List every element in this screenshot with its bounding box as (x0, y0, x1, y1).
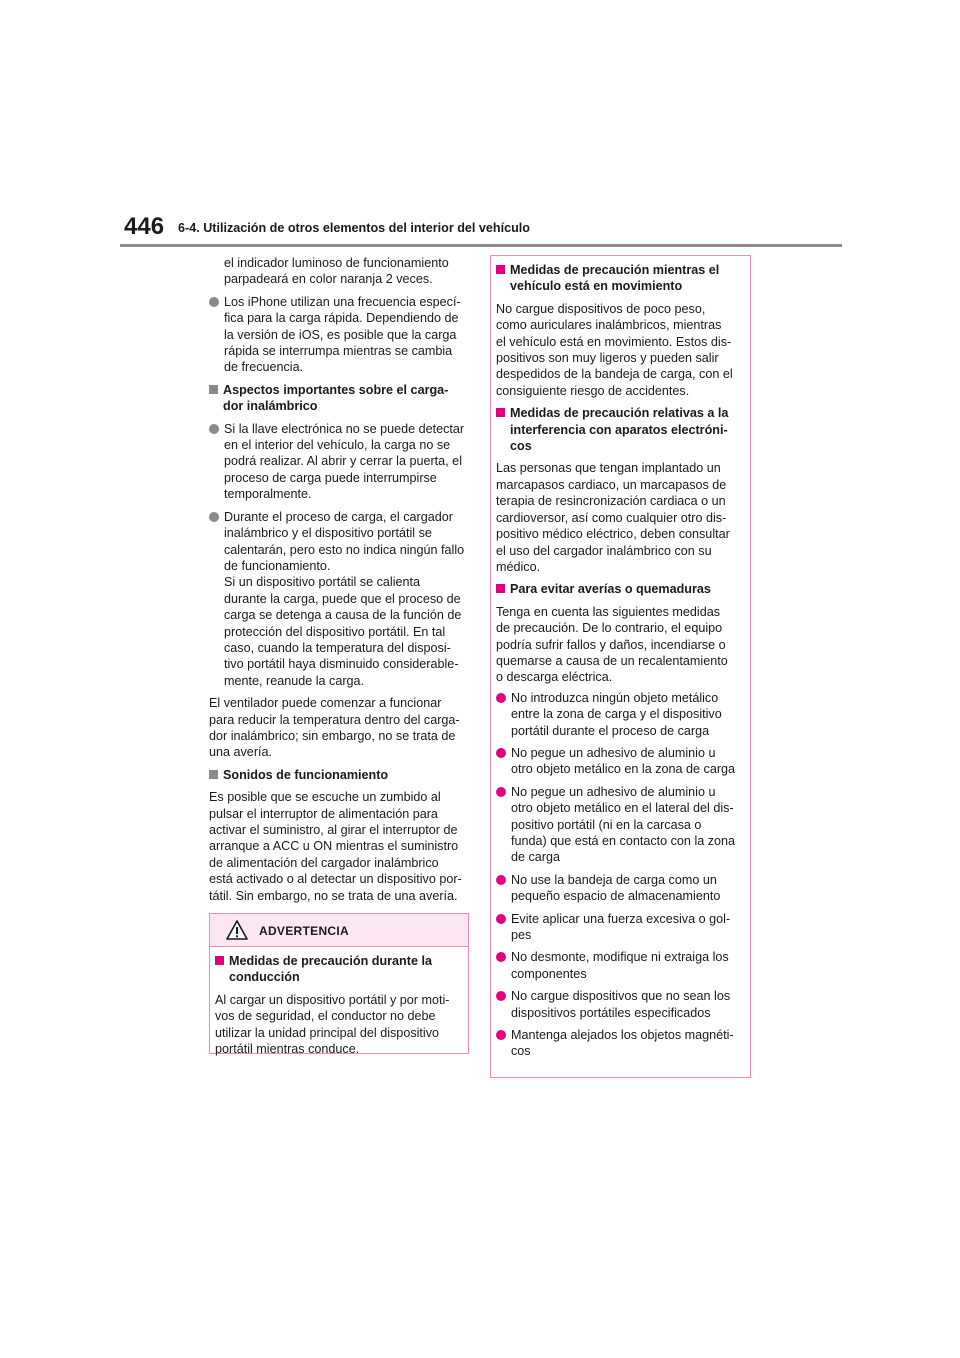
warning-label: ADVERTENCIA (259, 924, 349, 938)
para-movimiento: No cargue dispositivos de poco peso, como auriculares inalámbricos, mientras el vehículo está en movimiento. Estos dis- positivos son muy ligeros y pueden salir despedidos de la bandeja de carga, con el consiguiente riesgo de accidentes. (496, 301, 733, 398)
list-item (496, 1027, 745, 1060)
list-item (496, 949, 745, 982)
bullet-dot-icon (496, 748, 506, 758)
bullet-dot-icon (496, 1030, 506, 1040)
heading-averias (496, 581, 745, 597)
header-rule (120, 244, 842, 247)
intro-text: el indicador luminoso de funcionamiento parpadeará en color naranja 2 veces. (224, 256, 449, 287)
heading-text: Medidas de precaución relativas a la interferencia con aparatos electróni- cos (510, 406, 729, 454)
warning-heading (215, 953, 463, 986)
heading-text: Para evitar averías o quemaduras (510, 582, 711, 597)
bullet-text: Evite aplicar una fuerza excesiva o gol- pes (511, 911, 731, 943)
bullet-dot-icon (496, 875, 506, 885)
caution-box (490, 255, 751, 1078)
square-bullet-icon (209, 770, 218, 779)
para-sonidos: Es posible que se escuche un zumbido al pulsar el interruptor de alimentación para activar el suministro, al girar el interruptor de arranque a ACC u ON mientras el suministro de alimentación del cargador inalámbrico está activado o al detectar un dispositivo por- tátil. Sin embargo, no se trata de una avería. (209, 790, 462, 903)
bullet-dot-icon (496, 787, 506, 797)
warning-triangle-icon (226, 920, 248, 940)
bullet-durante (209, 509, 471, 575)
section-title: 6-4. Utilización de otros elementos del interior del vehículo (178, 221, 531, 235)
para-averias: Tenga en cuenta las siguientes medidas de precaución. De lo contrario, el equipo podría sufrir fallos y daños, incendiarse o quemarse a causa de un recalentamiento o descarga eléctrica. (496, 604, 728, 685)
list-item (496, 784, 745, 866)
heading-sonidos (209, 767, 471, 783)
warning-header (210, 914, 468, 947)
list-item (496, 745, 745, 778)
bullet-text: No cargue dispositivos que no sean los dispositivos portátiles especificados (511, 989, 731, 1020)
square-bullet-icon (209, 385, 218, 394)
warning-box (209, 913, 469, 1057)
bullet-dot-icon (496, 991, 506, 1001)
bullet-text: Si la llave electrónica no se puede detectar en el interior del vehículo, la carga no se podrá realizar. Al abrir y cerrar la puerta, el proceso de carga puede interrumpirse temporalmente. (224, 421, 465, 502)
list-item (496, 988, 745, 1021)
square-bullet-icon (215, 956, 224, 965)
left-column (209, 255, 471, 910)
heading-text: Medidas de precaución mientras el vehículo está en movimiento (510, 263, 720, 294)
heading-movimiento (496, 262, 745, 295)
page-number: 446 (124, 213, 165, 240)
bullet-dot-icon (496, 952, 506, 962)
list-item (496, 872, 745, 905)
list-item (496, 690, 745, 739)
bullet-text: Mantenga alejados los objetos magnéti- cos (511, 1028, 734, 1059)
bullet-dot-icon (209, 512, 219, 522)
bullet-durante-continued: Si un dispositivo portátil se calienta durante la carga, puede que el proceso de carga se detenga a causa de la función de protección del dispositivo portátil. En tal caso, cuando la temperatura del disposi- tivo portátil haya disminuido considerable- mente, reanude la carga. (224, 575, 462, 688)
bullet-text: No pegue un adhesivo de aluminio u otro objeto metálico en el lateral del dis- positivo portátil (ni en la carcasa o funda) que está en contacto con la zona de carga (511, 784, 736, 865)
square-bullet-icon (496, 584, 505, 593)
bullet-text: No introduzca ningún objeto metálico entre la zona de carga y el dispositivo portátil durante el proceso de carga (511, 690, 722, 738)
bullet-text: No use la bandeja de carga como un pequeño espacio de almacenamiento (511, 872, 721, 904)
bullet-iphone (209, 294, 471, 376)
bullet-text: Durante el proceso de carga, el cargador inalámbrico y el dispositivo portátil se calentarán, pero esto no indica ningún fallo de funcionamiento. (224, 509, 465, 573)
warning-text: Al cargar un dispositivo portátil y por moti- vos de seguridad, el conductor no debe utilizar la unidad principal del dispositivo portátil mientras conduce. (215, 992, 450, 1057)
bullet-text: Los iPhone utilizan una frecuencia especí- fica para la carga rápida. Dependiendo de la versión de iOS, es posible que la carga rápida se interrumpa mientras se cambia de frecuencia. (224, 294, 461, 375)
square-bullet-icon (496, 408, 505, 417)
bullet-llave (209, 421, 471, 503)
heading-text: Aspectos importantes sobre el carga- dor inalámbrico (223, 382, 449, 414)
heading-text: Sonidos de funcionamiento (223, 767, 389, 782)
bullet-dot-icon (496, 914, 506, 924)
bullet-dot-icon (496, 693, 506, 703)
bullet-dot-icon (209, 297, 219, 307)
bullet-text: No pegue un adhesivo de aluminio u otro objeto metálico en la zona de carga (511, 745, 736, 777)
para-ventilador: El ventilador puede comenzar a funcionar para reducir la temperatura dentro del carga- dor inalámbrico; sin embargo, no se trata de una avería. (209, 696, 460, 760)
para-interferencia: Las personas que tengan implantado un marcapasos cardiaco, un marcapasos de terapia de resincronización cardiaca o un cardioversor, así como cualquier otro dis- positivo médico eléctrico, deben consultar el uso del cargador inalámbrico con su médico. (496, 461, 730, 574)
heading-interferencia (496, 405, 745, 454)
bullet-text: No desmonte, modifique ni extraiga los componentes (511, 950, 729, 981)
bullet-dot-icon (209, 424, 219, 434)
heading-aspectos (209, 382, 471, 415)
list-item (496, 911, 745, 944)
square-bullet-icon (496, 265, 505, 274)
heading-text: Medidas de precaución durante la conducción (229, 954, 432, 985)
